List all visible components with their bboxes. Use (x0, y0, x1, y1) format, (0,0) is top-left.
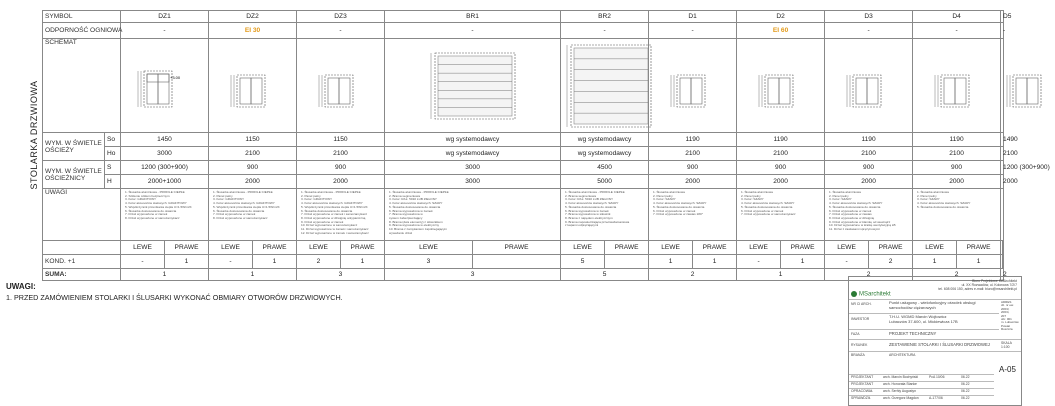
right-header (1002, 241, 1003, 255)
frame-width: 900 (209, 161, 297, 175)
note-line: 8. Drzwi wyposażone w dźwignię (829, 215, 875, 220)
symbol-label: SYMBOL (43, 11, 121, 23)
fire-resistance: - (825, 23, 913, 39)
so-label: So (105, 133, 121, 147)
note-line: 2. Panel pełny (829, 193, 849, 198)
left-header: LEWE (297, 241, 341, 255)
clear-height: wg systemodawcy (385, 147, 561, 161)
note-line: 8. Drzwi wyposażone w samozamykacz (213, 215, 268, 220)
note-line: 7. Brama wyposażona w siłownik (565, 212, 611, 217)
note-line: 6. Drzwi wyposażone w zamek (741, 208, 784, 213)
note-line: 4. Kolor akcesoriów stalowych: SZARY (565, 201, 619, 206)
note-line: 12. Drzwi wyposażone w zamek i samozamykacz (301, 230, 369, 235)
right-header: PRAWE (165, 241, 209, 255)
clear-width: 1190 (825, 133, 913, 147)
door-notes (1001, 189, 1004, 241)
note-line: 6. Drzwi wyposażone w zamek (653, 208, 696, 213)
note-line: 3. Kolor: GRAFITOWY (125, 197, 157, 202)
note-line: 8. Drzwi wyposażone w samozamykacz (125, 215, 180, 220)
note-line: system zabezpieczający (389, 215, 423, 220)
right-header: PRAWE (341, 241, 385, 255)
door-symbol: BR1 (385, 11, 561, 23)
note-line: 4. Kolor akcesoriów stalowych: GRAFITOWY (213, 201, 275, 206)
frame-height: 2000+1000 (121, 175, 209, 189)
fire-resistance: EI 30 (209, 23, 297, 39)
note-line: 3. Kolor: SZARY (829, 197, 852, 202)
person-lic: A-177/06 (929, 396, 943, 400)
right-count: 1 (341, 255, 385, 269)
fire-resistance: EI 60 (737, 23, 825, 39)
door-sum: 5 (561, 269, 649, 281)
note-line: 1. Ślusarka aluminiowa - PROFILE CIEPŁE (389, 190, 449, 194)
frame-width: 3000 (385, 161, 561, 175)
person-role: PROJEKTANT (851, 382, 874, 386)
note-line: 2. Panel pełny (653, 193, 673, 198)
note-line: 6. Brama wyposażona w zamek (565, 208, 609, 213)
note-line: 3. Kolor: GRAFITOWY (301, 197, 333, 202)
scale: SKALA 1:100 (1001, 341, 1012, 349)
fire-resistance: - (385, 23, 561, 39)
fire-resistance: - (649, 23, 737, 39)
door-notes (385, 189, 561, 241)
note-line: 7. Drzwi wyposażone w zamek (125, 212, 168, 217)
note-line: 1. Ślusarka aluminiowa (653, 190, 685, 194)
notes-text: 1. PRZED ZAMÓWIENIEM STOLARKI I ŚLUSARKI WYKONAĆ OBMIARY OTWORÓW DRZWIOWYCH. (6, 293, 343, 302)
note-line: 2. Panel pełny (741, 193, 761, 198)
door-schematic (913, 39, 1001, 133)
notes-title: UWAGI: (6, 282, 36, 291)
door-symbol: DZ2 (209, 11, 297, 23)
note-line: 9. Brama napowietrzająca przeciwwłamaniowa (565, 219, 630, 224)
right-count: 2 (869, 255, 913, 269)
clear-height: 2100 (209, 147, 297, 161)
door-sum: 2 (913, 269, 1001, 281)
note-line: 5. Ślusarka dostosowana do otwarcia (389, 204, 441, 209)
fire-resistance: - (121, 23, 209, 39)
object-label: NR CI ARCH. (851, 302, 872, 306)
note-line: 2. Panel pełny (301, 193, 321, 198)
note-line: 3. Kolor: GRAFITOWY (213, 197, 245, 202)
left-count: - (737, 255, 781, 269)
clear-width: 1490 (1001, 133, 1004, 147)
fire-resistance-label: ODPORNOŚĆ OGNIOWA (43, 23, 121, 39)
left-count: 3 (385, 255, 473, 269)
right-count: 1 (253, 255, 297, 269)
left-count: - (825, 255, 869, 269)
person-role: PROJEKTANT (851, 375, 874, 379)
door-elevation-drawing (755, 61, 807, 111)
note-line: 4. Kolor akcesoriów stalowych: SZARY (917, 201, 971, 206)
door-sum: 2 (1001, 269, 1004, 281)
note-line: 3. Kolor: RAL: 5010 LUB ZIELONY (389, 197, 437, 202)
note-line: 9. Brama wyposażona w elektryczny (389, 223, 440, 228)
frame-height: 2000 (825, 175, 913, 189)
door-schematic (297, 39, 385, 133)
note-line: 1. Ślusarka aluminiowa (741, 190, 773, 194)
fire-resistance: - (1001, 23, 1004, 39)
note-line: 2. Panel pełny (917, 193, 937, 198)
note-line: 6. Ślusarka dostosowana do otwarcia (213, 208, 265, 213)
note-line: 2. Brama segmentowa (389, 193, 420, 198)
left-header: LEWE (121, 241, 165, 255)
s-label: S (105, 161, 121, 175)
right-header: PRAWE (781, 241, 825, 255)
note-line: 7. Drzwi wyposażone w zamek i samozamykacz (301, 212, 368, 217)
door-schematic (385, 39, 561, 133)
frame-width: 900 (737, 161, 825, 175)
left-count: - (121, 255, 165, 269)
frame-width: 900 (825, 161, 913, 175)
logo: MSarchitekt (851, 291, 891, 298)
note-line: 7. Drzwi wyposażone w samozamykacz (741, 212, 796, 217)
note-line: 6. Ślusarka dostosowana do otwarcia (301, 208, 353, 213)
door-sum: 3 (297, 269, 385, 281)
door-notes (737, 189, 825, 241)
frame-width: 4500 (561, 161, 649, 175)
note-line: 8. Drzwi wyposażone w dźwignię antypaniczną (301, 215, 366, 220)
note-line: 6. Drzwi wyposażone w zamek (829, 208, 872, 213)
door-elevation-drawing (315, 61, 367, 111)
person-name: arch. Serhiy Augustyn (883, 389, 916, 393)
note-line: 1. Ślusarka aluminiowa - PROFILE CIEPŁE (125, 190, 185, 194)
frame-height: 2000 (737, 175, 825, 189)
left-header: LEWE (561, 241, 605, 255)
clear-width: 1190 (913, 133, 1001, 147)
drawing-label: RYSUNEK (851, 343, 868, 347)
note-line: 5. Ślusarka dostosowana do otwarcia (917, 204, 969, 209)
note-line: 3. Kolor: SZARY (653, 197, 676, 202)
door-schematic (825, 39, 913, 133)
stage-label: FAZA (851, 332, 860, 336)
note-line: 1. Ślusarka aluminiowa - PROFILE CIEPŁE (301, 190, 361, 194)
investor: T.H.U. WGMD Marcin Wojtowicz Lubaczów 37-600, ul. Mickiewicza 17B (889, 314, 958, 324)
note-line: 5. Ślusarka dostosowana do otwarcia (565, 204, 617, 209)
clear-width: 1190 (737, 133, 825, 147)
note-line: 11. Drzwi z zawiasami sprężynowymi (829, 227, 880, 232)
note-line: 4. Kolor akcesoriów stalowych: GRAFITOWY (301, 201, 363, 206)
door-elevation-drawing (843, 61, 895, 111)
clear-height: 2100 (737, 147, 825, 161)
note-line: 3. Kolor: SZARY (741, 197, 764, 202)
right-header: PRAWE (253, 241, 297, 255)
investor-label: INWESTOR (851, 317, 870, 321)
door-notes (121, 189, 209, 241)
left-count: 5 (561, 255, 605, 269)
door-symbol: D3 (825, 11, 913, 23)
note-line: 9. Drzwi wyposażone w klamkę od wewnątrz (829, 219, 891, 224)
note-line: 2. Brama segmentowa (565, 193, 596, 198)
note-line: 7. Drzwi wyposażone w zamek (213, 212, 256, 217)
note-line: 8. Brama z napędem elektrycznym (565, 215, 613, 220)
door-sum: 2 (825, 269, 913, 281)
note-line: 5. Ślusarka dostosowana do otwarcia (653, 204, 705, 209)
frame-height: 2000 (649, 175, 737, 189)
clear-width: wg systemodawcy (385, 133, 561, 147)
door-symbol: D1 (649, 11, 737, 23)
note-line: 10. Drzwi wyposażone w kratkę wentylacyjną LB (829, 223, 896, 228)
h-label: H (105, 175, 121, 189)
note-line: 5. Ślusarka dostosowana do otwarcia (741, 204, 793, 209)
frame-height: 3000 (385, 175, 561, 189)
note-line: 5. Ślusarka dostosowana do otwarcia (829, 204, 881, 209)
note-line: 9. Drzwi wyposażone w zamek (301, 219, 344, 224)
note-line: 1. Ślusarka aluminiowa (829, 190, 861, 194)
clear-height: 2100 (913, 147, 1001, 161)
left-count: 2 (297, 255, 341, 269)
note-line: 2. Szklenie szkłem bezpiecznym (125, 193, 170, 198)
clear-width: 1450 (121, 133, 209, 147)
branch-label: BRANŻA (851, 353, 865, 357)
ho-label: Ho (105, 147, 121, 161)
logo-mark-icon (851, 291, 857, 297)
person-name: arch. Grzegorz Magdon (883, 396, 919, 400)
note-line: 6. Brama wyposażona w zamek (389, 208, 433, 213)
door-sum: 1 (737, 269, 825, 281)
right-header: PRAWE (605, 241, 649, 255)
door-schematic (561, 39, 649, 133)
clear-height: wg systemodawcy (561, 147, 649, 161)
clear-height: 2100 (1001, 147, 1004, 161)
note-line: 4. Kolor akcesoriów stalowych: GRAFITOWY (125, 201, 187, 206)
left-header: LEWE (385, 241, 473, 255)
note-line: 11. Drzwi wyposażone w zamek i samozamykacz (301, 227, 369, 232)
person-name: arch. Honorata Stanke (883, 382, 917, 386)
clear-width: 1150 (297, 133, 385, 147)
clear-height: 2100 (649, 147, 737, 161)
person-name: arch. Marcin Bochyński (883, 375, 919, 379)
person-role: SPRAWDZIŁ (851, 396, 871, 400)
person-lic: PcA 10/06 (929, 375, 945, 379)
stage: PROJEKT TECHNICZNY (889, 331, 937, 336)
note-line: 6. Ślusarka dostosowana do otwarcia (125, 208, 177, 213)
left-header: LEWE (209, 241, 253, 255)
right-count: 1 (957, 255, 1001, 269)
clear-height: 2100 (297, 147, 385, 161)
door-notes (561, 189, 649, 241)
clear-height: 2100 (825, 147, 913, 161)
branch: ARCHITEKTURA (889, 353, 916, 357)
note-line: 7. Drzwi wyposażone w zawias (829, 212, 872, 217)
door-notes (913, 189, 1001, 241)
frame-height: 2000 (209, 175, 297, 189)
door-schedule-table (42, 10, 1050, 281)
note-line: 3. Kolor: RAL: 5010 LUB ZIELONY (565, 197, 614, 202)
right-count (1002, 255, 1003, 269)
note-line: wyważaniu drzwi (389, 230, 413, 235)
note-line: 1. Ślusarka aluminiowa (917, 190, 949, 194)
right-count: 1 (165, 255, 209, 269)
frame-height: 5000 (561, 175, 649, 189)
door-elevation-drawing (1003, 61, 1055, 111)
door-elevation-drawing (563, 42, 655, 130)
fire-resistance: - (913, 23, 1001, 39)
level-mark: +3.00 (169, 74, 180, 80)
frame-height: 2000 (297, 175, 385, 189)
frame-width: 900 (649, 161, 737, 175)
door-sum: 3 (385, 269, 561, 281)
left-header: LEWE (913, 241, 957, 255)
clear-width: wg systemodawcy (561, 133, 649, 147)
door-symbol: D5 (1001, 11, 1004, 23)
person-role: OPRACOWAŁ (851, 389, 873, 393)
door-schematic (121, 39, 209, 133)
clear-opening-label: WYM. W ŚWIETLE OŚCIEŻY (43, 133, 105, 161)
right-header: PRAWE (869, 241, 913, 255)
left-count: 1 (649, 255, 693, 269)
door-sum: 1 (121, 269, 209, 281)
left-header: LEWE (737, 241, 781, 255)
right-count: 1 (693, 255, 737, 269)
door-elevation-drawing (667, 61, 719, 111)
note-line: 5. Współczynnik przenikania ciepła U=1.5W/m²K (213, 204, 280, 209)
clear-width: 1150 (209, 133, 297, 147)
note-line: 7. Brama wyposażona w (389, 212, 423, 217)
person-date: 06.22 (961, 375, 970, 379)
door-symbol: DZ1 (121, 11, 209, 23)
door-notes (209, 189, 297, 241)
note-line: 8. Brama (dwa elementy) z siłownikiem (389, 219, 443, 224)
door-elevation-drawing (227, 61, 279, 111)
side-title: STOLARKA DRZWIOWA (24, 10, 43, 272)
person-date: 06.22 (961, 389, 970, 393)
blank-label (43, 241, 121, 255)
left-header: LEWE (825, 241, 869, 255)
fire-resistance: - (297, 23, 385, 39)
note-line: 4. Kolor akcesoriów stalowych: SZARY (653, 201, 707, 206)
note-line: z kapami odprężającymi (565, 223, 599, 228)
frame-height: 2000 (1001, 175, 1004, 189)
door-notes (825, 189, 913, 241)
door-sum: 2 (649, 269, 737, 281)
clear-width: 1190 (649, 133, 737, 147)
person-date: 06.22 (961, 382, 970, 386)
frame-width: 1200 (300+900) (1001, 161, 1004, 175)
note-line: 2. Panel pełny (213, 193, 233, 198)
note-line: 7. Drzwi wyposażone w zawias 180° (653, 212, 703, 217)
clear-height: 3000 (121, 147, 209, 161)
door-schematic (649, 39, 737, 133)
right-header: PRAWE (693, 241, 737, 255)
frame-width: 900 (297, 161, 385, 175)
frame-width: 1200 (300+900) (121, 161, 209, 175)
left-count: 1 (913, 255, 957, 269)
door-symbol: DZ3 (297, 11, 385, 23)
note-line: 5. Współczynnik przenikania ciepła U=1.5W/m²K (301, 204, 368, 209)
uwagi-label: UWAGI (43, 189, 121, 241)
door-symbol: BR2 (561, 11, 649, 23)
right-count (605, 255, 649, 269)
door-elevation-drawing (134, 61, 196, 111)
address: ADRES dz. nr ew. 206/3, 206/4, 207 obr. 001 m. Lubaczów Powiat Ruszcza (1001, 300, 1019, 332)
door-schematic (737, 39, 825, 133)
door-notes (649, 189, 737, 241)
note-line: 4. Kolor akcesoriów stalowych: SZARY (389, 201, 443, 206)
person-date: 06.22 (961, 396, 970, 400)
frame-height: 2000 (913, 175, 1001, 189)
door-symbol: D2 (737, 11, 825, 23)
frame-width: 900 (913, 161, 1001, 175)
title-block (848, 276, 1022, 406)
note-line: 10. Drzwi wyposażone w samozamykacz (301, 223, 358, 228)
schemat-label: SCHEMAT (43, 39, 121, 133)
sheet-number: A-05 (999, 365, 1016, 374)
door-schematic (1001, 39, 1004, 133)
drawing-title: ZESTAWIENIE STOLARKI I ŚLUSARKI DRZWIOWEJ (889, 342, 990, 347)
note-line: 1. Ślusarka aluminiowa - PROFILE CIEPŁE (213, 190, 273, 194)
left-header: LEWE (649, 241, 693, 255)
sum-label: SUMA: (43, 269, 121, 281)
door-schematic (209, 39, 297, 133)
object-name: Punkt usługowy - wielofunkcyjny ośrodek obsługi samochodów ciężarowych (889, 300, 976, 310)
right-count: 1 (781, 255, 825, 269)
door-symbol: D4 (913, 11, 1001, 23)
door-elevation-drawing (427, 50, 519, 122)
door-elevation-drawing (931, 61, 983, 111)
note-line: 4. Kolor akcesoriów stalowych: SZARY (829, 201, 883, 206)
door-sum: 1 (209, 269, 297, 281)
note-line: 5. Współczynnik przenikania ciepła U=1.5W/m²K (125, 204, 192, 209)
company-info: Biuro Projektowe MSArchitekt ul. XX Rozwadów, ul. Kolorowa 7/2/7 tel. 608 006 150, adres e-mail: biuro@msarchitekt.pl (938, 279, 1017, 291)
note-line: 10. Brama z zamykaniem zapobiegającym (389, 227, 448, 232)
right-header: PRAWE (957, 241, 1001, 255)
note-line: 1. Ślusarka aluminiowa - PROFILE CIEPŁE (565, 190, 625, 194)
frame-opening-label: WYM. W ŚWIETLE OŚCIEŻNICY (43, 161, 105, 189)
right-header: PRAWE (473, 241, 561, 255)
right-count (473, 255, 561, 269)
door-notes (297, 189, 385, 241)
note-line: 4. Kolor akcesoriów stalowych: SZARY (741, 201, 795, 206)
fire-resistance: - (561, 23, 649, 39)
floor-label: KOND. +1 (43, 255, 121, 269)
left-count: - (209, 255, 253, 269)
note-line: 3. Kolor: SZARY (917, 197, 940, 202)
